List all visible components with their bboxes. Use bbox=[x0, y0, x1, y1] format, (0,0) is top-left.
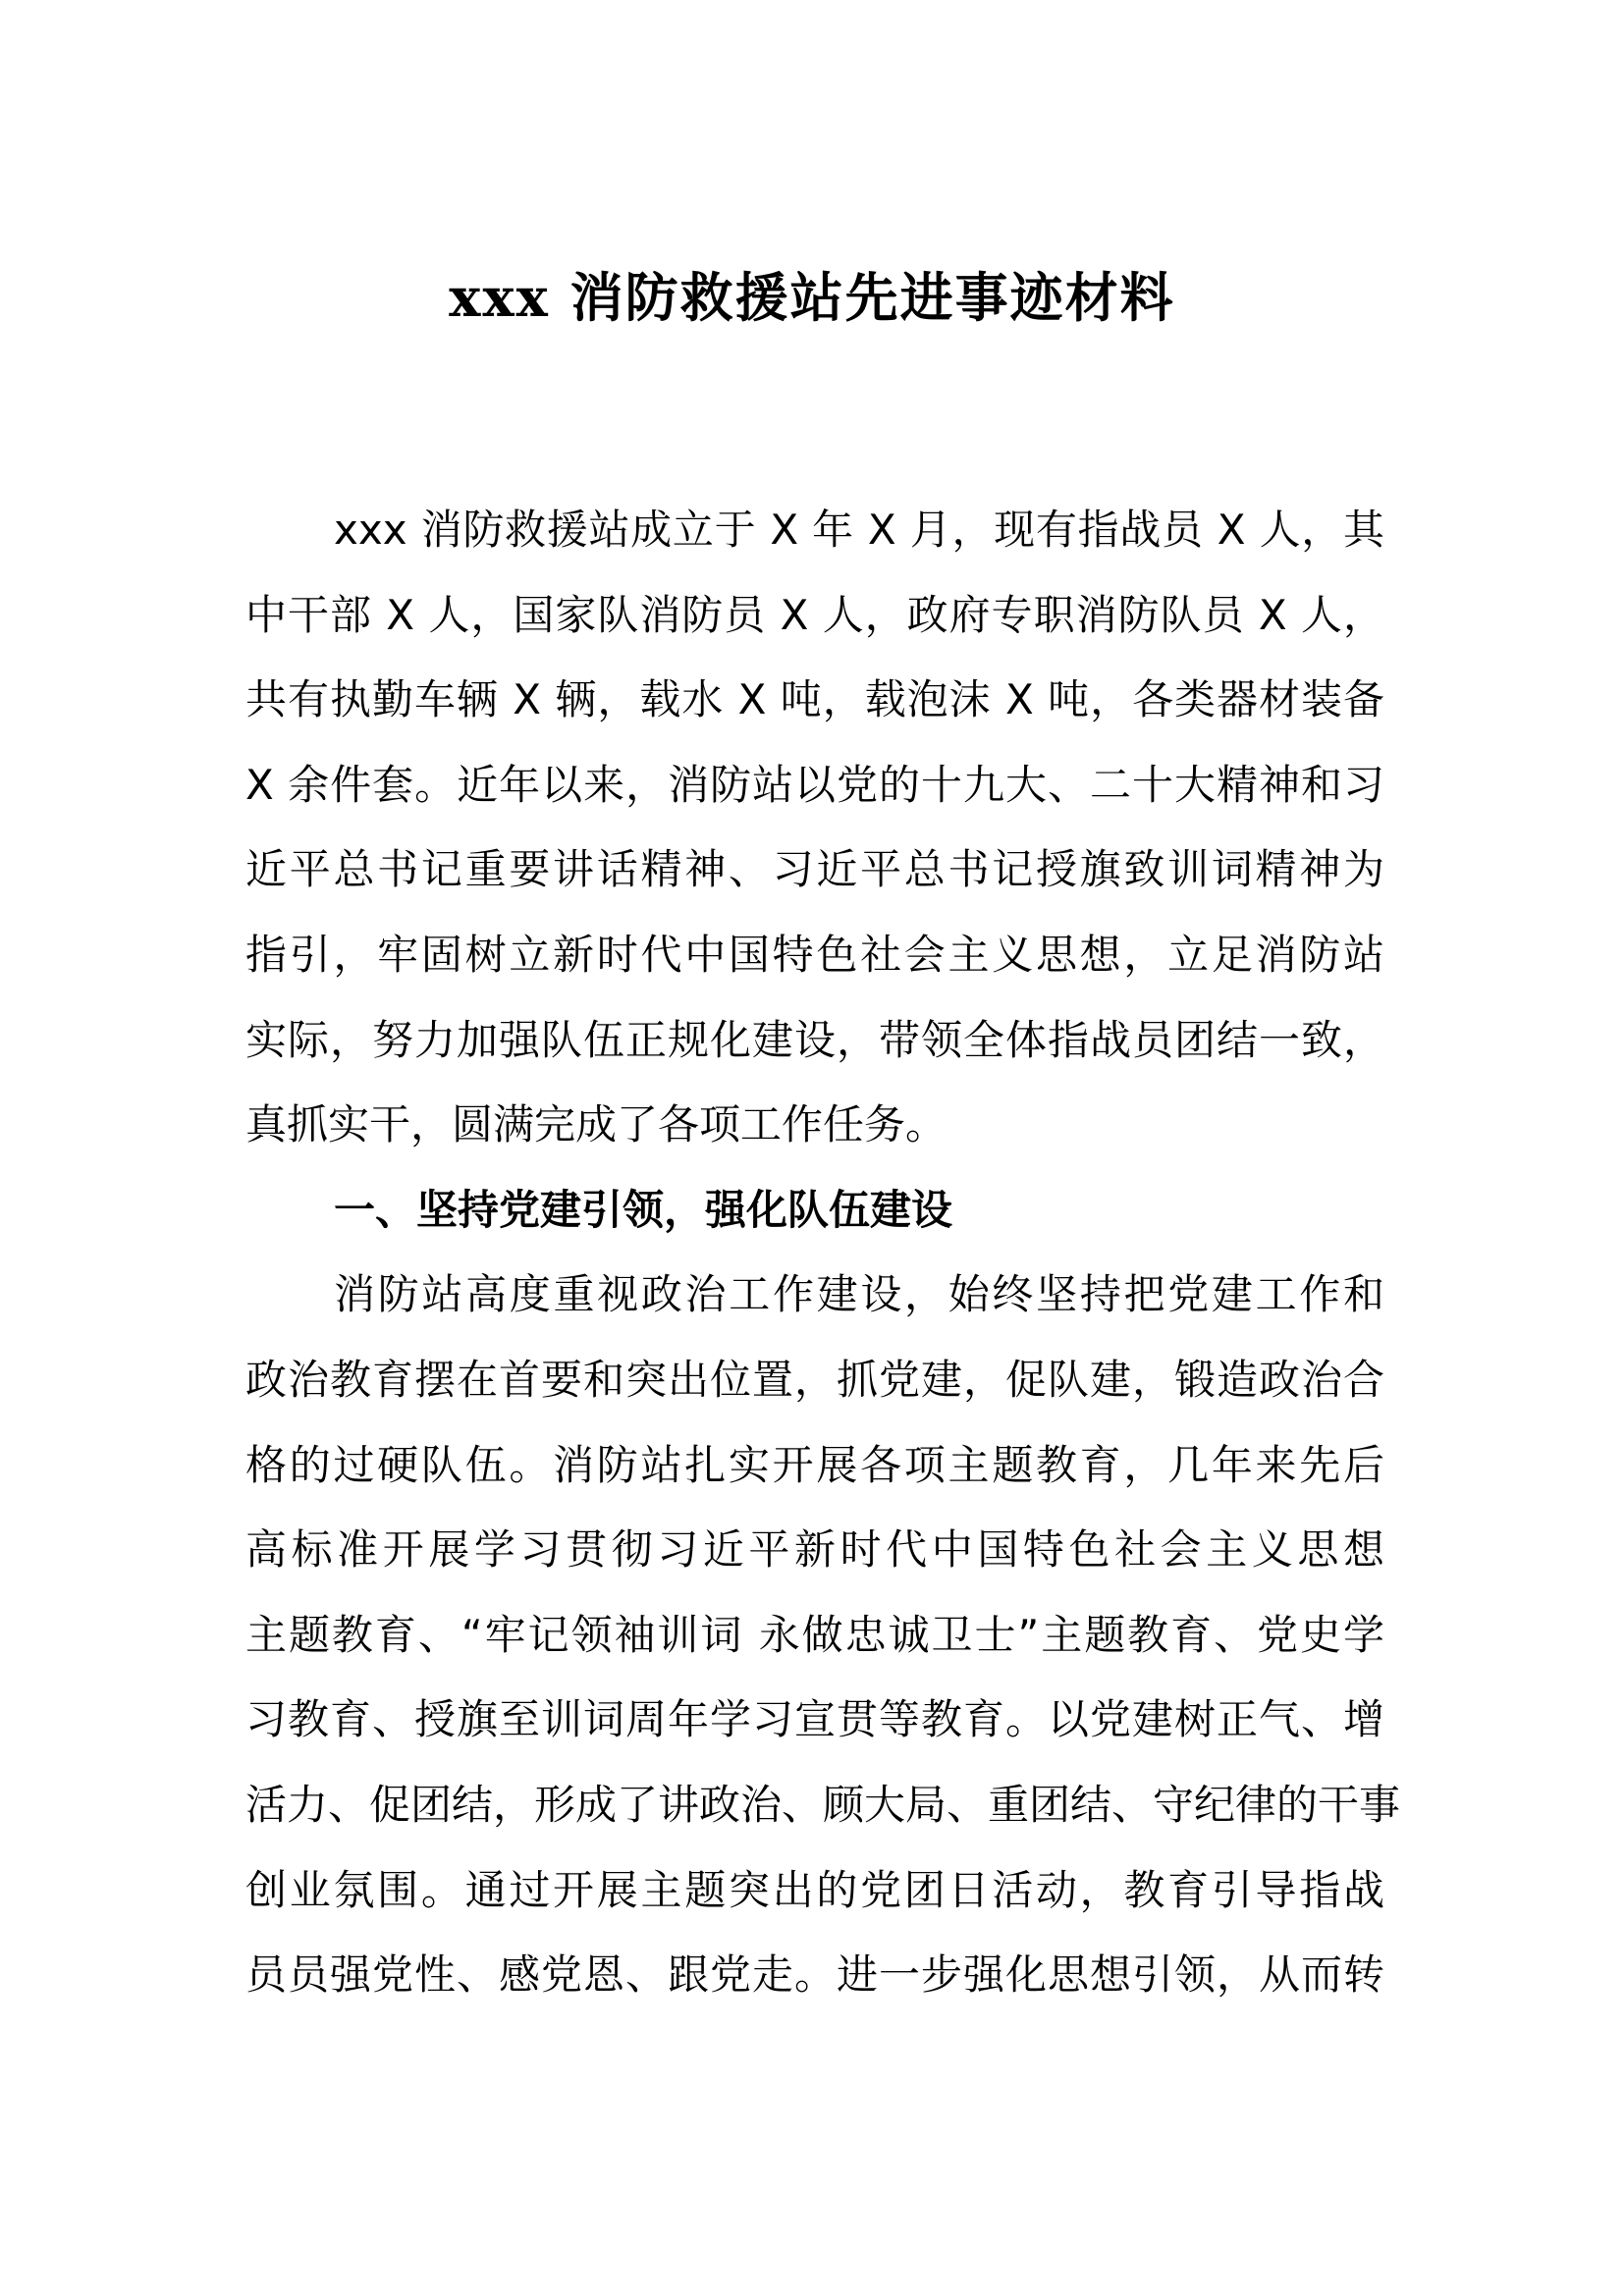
paragraph-line: 活力、促团结，形成了讲政治、顾大局、重团结、守纪律的干事 bbox=[245, 1780, 1401, 1829]
document-body bbox=[245, 488, 1401, 2018]
paragraph-line: 中干部 X 人，国家队消防员 X 人，政府专职消防队员 X 人， bbox=[245, 590, 1384, 639]
paragraph-line: 实际，努力加强队伍正规化建设，带领全体指战员团结一致， bbox=[245, 1015, 1384, 1064]
paragraph-line: 真抓实干，圆满完成了各项工作任务。 bbox=[245, 1100, 947, 1149]
paragraph-line: 消防站高度重视政治工作建设，始终坚持把党建工作和 bbox=[334, 1270, 1384, 1319]
paragraph-line: 格的过硬队伍。消防站扎实开展各项主题教育，几年来先后 bbox=[245, 1440, 1384, 1489]
paragraph-line: 近平总书记重要讲话精神、习近平总书记授旗致训词精神为 bbox=[245, 845, 1384, 894]
document-title: xxx 消防救援站先进事迹材料 bbox=[449, 266, 1175, 329]
section-paragraph bbox=[245, 1253, 1401, 2017]
paragraph-line: 习教育、授旗至训词周年学习宣贯等教育。以党建树正气、增 bbox=[245, 1695, 1384, 1744]
paragraph-line: 政治教育摆在首要和突出位置，抓党建，促队建，锻造政治合 bbox=[245, 1355, 1384, 1404]
intro-paragraph bbox=[245, 488, 1384, 1168]
paragraph-line: xxx 消防救援站成立于 X 年 X 月，现有指战员 X 人，其 bbox=[334, 506, 1384, 554]
paragraph-line: 共有执勤车辆 X 辆，载水 X 吨，载泡沫 X 吨，各类器材装备 bbox=[245, 675, 1384, 724]
paragraph-line: 主题教育、“牢记领袖训词 永做忠诚卫士”主题教育、党史学 bbox=[245, 1610, 1384, 1659]
paragraph-line: 高标准开展学习贯彻习近平新时代中国特色社会主义思想 bbox=[245, 1525, 1384, 1575]
section-heading: 一、坚持党建引领，强化队伍建设 bbox=[334, 1185, 953, 1234]
paragraph-line: 指引，牢固树立新时代中国特色社会主义思想，立足消防站 bbox=[245, 930, 1384, 979]
paragraph-line: X 余件套。近年以来，消防站以党的十九大、二十大精神和习 bbox=[245, 760, 1384, 809]
paragraph-line: 员员强党性、感党恩、跟党走。进一步强化思想引领，从而转 bbox=[245, 1950, 1384, 2000]
paragraph-line: 创业氛围。通过开展主题突出的党团日活动，教育引导指战 bbox=[245, 1865, 1384, 1914]
